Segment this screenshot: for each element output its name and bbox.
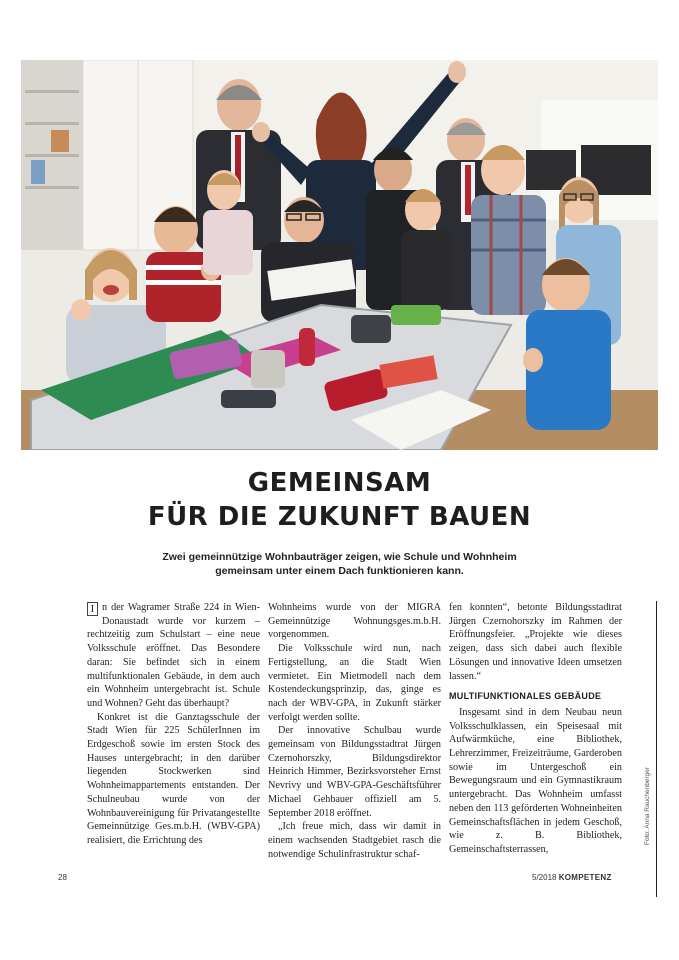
paragraph: fen konnten“, betonte Bildungsstadtrat Jürgen Czernohorszky im Rahmen der Eröffnungsfeier. „Projekte wie dieses zeigen, dass sich dabei auch flexible Lösungen und innovative Ideen umsetzen lassen.“ — [449, 602, 622, 682]
article-column-3 — [449, 601, 622, 861]
paragraph: Insgesamt sind in dem Neubau neun Volksschulklassen, ein Speisesaal mit Aufwärmküche, eine Bibliothek, Lehrerzimmer, Freizeiträume, Garderoben sowie im Untergeschoß ein Bewegungsraum und ein Gymnastikraum untergebracht. Das Wohnheim umfasst neben den 113 geförderten Wohneinheiten Gemeinschaftsflächen in jedem Geschoß, wie z. B. Bibliothek, Gemeinschaftsterrassen, — [449, 706, 622, 855]
page-number: 28 — [58, 873, 67, 882]
photo-credit: Foto: Anna Rauchenberger — [644, 766, 651, 845]
paragraph: Wohnheims wurde von der MIGRA Gemeinnützige Wohnungsges.m.b.H. vorgenommen. — [268, 602, 441, 641]
paragraph — [87, 601, 260, 711]
paragraph: Konkret ist die Ganztagsschule der Stadt Wien für 225 SchülerInnen im Erdgeschoß sowie im ersten Stock des Hauses untergebracht; in den darüber liegenden Stockwerken sind Wohnheimappartements entstanden. Der Schulneubau wurde von der Wohnbauvereinigung für Privatangestellte Gemeinnützige Ges.m.b.H. (WBV-GPA) realisiert, die Errichtung des — [87, 711, 260, 846]
footer-issue — [532, 873, 612, 882]
dropcap: I — [87, 602, 98, 616]
paragraph: Die Volksschule wird nun, nach Fertigstellung, an die Stadt Wien vermietet. Ein Mietmodell nach dem Kostendeckungsprinzip, das, ginge es nach der WBV-GPA, in Zukunft stärker verfolgt werden sollte. — [268, 643, 441, 723]
headline-line-1: GEMEINSAM — [247, 468, 432, 498]
article-column-1 — [87, 601, 260, 861]
paragraph: Der innovative Schulbau wurde gemeinsam von Bildungsstadtrat Jürgen Czernohorszky, Bildungsdirektor Heinrich Himmer, Bezirksvorsteher Ernst Nevrivy und WBV-GPA-Geschäftsführer Michael Gehbauer offiziell am 5. September 2018 eröffnet. — [268, 725, 441, 819]
article-subheadline: Zwei gemeinnützige Wohnbauträger zeigen, wie Schule und Wohnheim gemeinsam unter einem Dach funktionieren kann. — [162, 551, 517, 577]
headline-line-2: FÜR DIE ZUKUNFT BAUEN — [147, 502, 532, 532]
article-column-2 — [268, 601, 441, 861]
article-headline — [0, 466, 679, 534]
paragraph-text: n der Wagramer Straße 224 in Wien-Donaustadt wurde vor kurzem – rechtzeitig zum Schulstart – eine neue Volksschule eröffnet. Das Besondere daran: Sie befindet sich in einem multifunktionalen Gebäude, in dem auch ein Wohnheim untergebracht ist. Schule und Wohnen? Geht das überhaupt? — [87, 602, 260, 709]
magazine-brand: KOMPETENZ — [558, 873, 612, 882]
article-photo — [21, 60, 658, 450]
paragraph: „Ich freue mich, dass wir damit in einem wachsenden Stadtgebiet rasch die notwendige Schulinfrastruktur schaf- — [268, 821, 441, 860]
section-subhead: MULTIFUNKTIONALES GEBÄUDE — [449, 691, 602, 702]
column-divider — [656, 601, 657, 897]
issue-label: 5/2018 — [532, 873, 557, 882]
